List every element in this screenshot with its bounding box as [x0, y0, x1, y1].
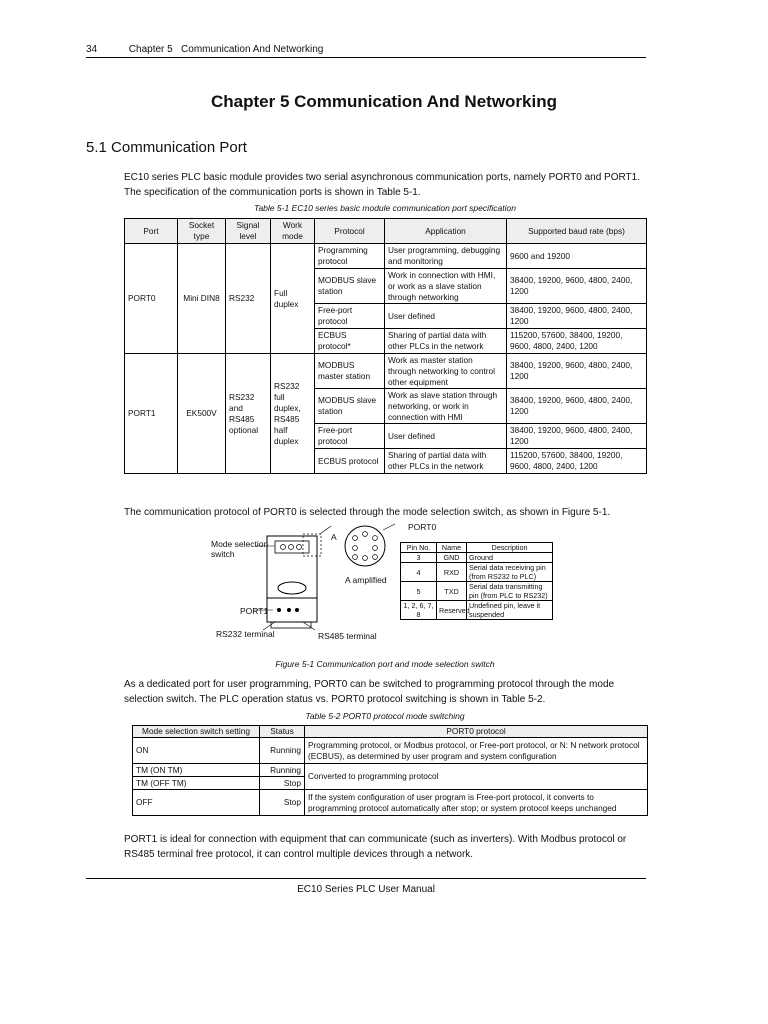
cell-application: User programming, debugging and monitoring	[385, 244, 507, 269]
cell-baud: 115200, 57600, 38400, 19200, 9600, 4800, 2400, 1200	[507, 329, 647, 354]
cell-baud: 38400, 19200, 9600, 4800, 2400, 1200	[507, 304, 647, 329]
pin-th-desc: Description	[467, 543, 553, 553]
cell-port0-signal: RS232	[226, 244, 271, 354]
cell-setting: TM (OFF TM)	[133, 777, 260, 790]
th-protocol: Protocol	[315, 219, 385, 244]
page-footer: EC10 Series PLC User Manual	[86, 878, 646, 895]
cell-status: Stop	[260, 790, 305, 816]
cell-application: Work as slave station through networking, or work in connection with HMI	[385, 389, 507, 424]
cell-port0: PORT0	[125, 244, 178, 354]
figure-caption: Figure 5-1 Communication port and mode selection switch	[275, 659, 495, 669]
cell-setting: TM (ON TM)	[133, 764, 260, 777]
cell-protocol: ECBUS protocol	[315, 449, 385, 474]
pin-no: 3	[401, 553, 437, 563]
th-signal: Signal level	[226, 219, 271, 244]
table-header-row	[133, 726, 648, 738]
th-setting: Mode selection switch setting	[133, 726, 260, 738]
table-row	[125, 354, 647, 389]
th-application: Application	[385, 219, 507, 244]
page-header	[86, 44, 646, 58]
pin-desc: Ground	[467, 553, 553, 563]
cell-setting: ON	[133, 738, 260, 764]
pin-table	[400, 542, 553, 620]
mode-switch-label: Mode selection switch	[211, 539, 269, 559]
th-port: Port	[125, 219, 178, 244]
pin-row	[401, 582, 553, 601]
cell-baud: 38400, 19200, 9600, 4800, 2400, 1200	[507, 354, 647, 389]
a-label: A	[331, 532, 337, 542]
cell-application: User defined	[385, 304, 507, 329]
chapter-title: Chapter 5 Communication And Networking	[210, 92, 557, 111]
cell-application: User defined	[385, 424, 507, 449]
table1-caption: Table 5-1 EC10 series basic module communication port specification	[254, 203, 516, 213]
cell-port0-protocol: If the system configuration of user program is Free-port protocol, it converts to programming protocol automatically after stop; or system protocol keeps unchanged	[305, 790, 648, 816]
port1-label: PORT1	[240, 606, 269, 616]
cell-application: Work as master station through networking to control other equipment	[385, 354, 507, 389]
switch-paragraph: As a dedicated port for user programming, PORT0 can be switched to programming protocol through the mode selection switch. The PLC operation status vs. PORT0 protocol switching is shown in Table 5-2.	[124, 679, 615, 705]
page-number: 34	[86, 44, 98, 55]
pin-desc: Serial data transmitting pin (from PLC to RS232)	[467, 582, 553, 601]
cell-protocol: MODBUS slave station	[315, 389, 385, 424]
table2-caption: Table 5-2 PORT0 protocol mode switching	[305, 711, 465, 721]
pin-th-no: Pin No.	[401, 543, 437, 553]
cell-application: Sharing of partial data with other PLCs in the network	[385, 449, 507, 474]
cell-baud: 115200, 57600, 38400, 19200, 9600, 4800, 2400, 1200	[507, 449, 647, 474]
cell-port0-work: Full duplex	[271, 244, 315, 354]
pin-header-row	[401, 543, 553, 553]
intro-paragraph: EC10 series PLC basic module provides two serial asynchronous communication ports, namely PORT0 and PORT1. The specification of the communication ports is shown in Table 5-1.	[124, 172, 640, 198]
cell-protocol: ECBUS protocol*	[315, 329, 385, 354]
cell-port1-work: RS232 full duplex, RS485 half duplex	[271, 354, 315, 474]
pin-desc: Undefined pin, leave it suspended	[467, 601, 553, 620]
cell-port0-protocol: Programming protocol, or Modbus protocol, or Free-port protocol, or N: N network protocol (ECBUS), as determined by user program and system configuration	[305, 738, 648, 764]
a-amplified-label: A amplified	[345, 575, 387, 585]
cell-baud: 38400, 19200, 9600, 4800, 2400, 1200	[507, 269, 647, 304]
table-row	[125, 244, 647, 269]
th-socket: Socket type	[178, 219, 226, 244]
table-row	[133, 738, 648, 764]
cell-port1-socket: EK500V	[178, 354, 226, 474]
figure-intro: The communication protocol of PORT0 is selected through the mode selection switch, as shown in Figure 5-1.	[124, 507, 611, 518]
port0-label: PORT0	[408, 522, 437, 532]
cell-port0-socket: Mini DIN8	[178, 244, 226, 354]
pin-row	[401, 553, 553, 563]
pin-name: Reserved	[437, 601, 467, 620]
cell-port0-protocol: Converted to programming protocol	[305, 764, 648, 790]
th-baud: Supported baud rate (bps)	[507, 219, 647, 244]
pin-no: 1, 2, 6, 7, 8	[401, 601, 437, 620]
th-port0-protocol: PORT0 protocol	[305, 726, 648, 738]
pin-name: TXD	[437, 582, 467, 601]
th-work: Work mode	[271, 219, 315, 244]
cell-baud: 38400, 19200, 9600, 4800, 2400, 1200	[507, 424, 647, 449]
cell-port1: PORT1	[125, 354, 178, 474]
cell-status: Stop	[260, 777, 305, 790]
cell-baud: 9600 and 19200	[507, 244, 647, 269]
closing-paragraph: PORT1 is ideal for connection with equipment that can communicate (such as inverters). With Modbus protocol or RS485 terminal free protocol, it can control multiple devices through a network.	[124, 834, 627, 860]
pin-no: 4	[401, 563, 437, 582]
cell-baud: 38400, 19200, 9600, 4800, 2400, 1200	[507, 389, 647, 424]
th-status: Status	[260, 726, 305, 738]
cell-protocol: Free-port protocol	[315, 304, 385, 329]
header-chapter-name: Communication And Networking	[181, 44, 324, 55]
pin-name: GND	[437, 553, 467, 563]
cell-application: Sharing of partial data with other PLCs in the network	[385, 329, 507, 354]
rs232-terminal-label: RS232 terminal	[216, 629, 275, 639]
pin-desc: Serial data receiving pin (from RS232 to PLC)	[467, 563, 553, 582]
pin-row	[401, 563, 553, 582]
pin-th-name: Name	[437, 543, 467, 553]
section-title: 5.1 Communication Port	[86, 139, 247, 156]
cell-setting: OFF	[133, 790, 260, 816]
port-spec-table	[124, 218, 647, 474]
header-chapter: Chapter 5	[128, 44, 173, 55]
table-row	[133, 790, 648, 816]
table-header-row	[125, 219, 647, 244]
cell-protocol: MODBUS master station	[315, 354, 385, 389]
pin-row	[401, 601, 553, 620]
rs485-terminal-label: RS485 terminal	[318, 631, 377, 641]
cell-protocol: MODBUS slave station	[315, 269, 385, 304]
pin-no: 5	[401, 582, 437, 601]
pin-name: RXD	[437, 563, 467, 582]
cell-status: Running	[260, 738, 305, 764]
cell-status: Running	[260, 764, 305, 777]
table-row	[133, 764, 648, 777]
cell-protocol: Programming protocol	[315, 244, 385, 269]
cell-port1-signal: RS232 and RS485 optional	[226, 354, 271, 474]
cell-application: Work in connection with HMI, or work as a slave station through networking	[385, 269, 507, 304]
cell-protocol: Free-port protocol	[315, 424, 385, 449]
protocol-switch-table	[132, 725, 648, 816]
